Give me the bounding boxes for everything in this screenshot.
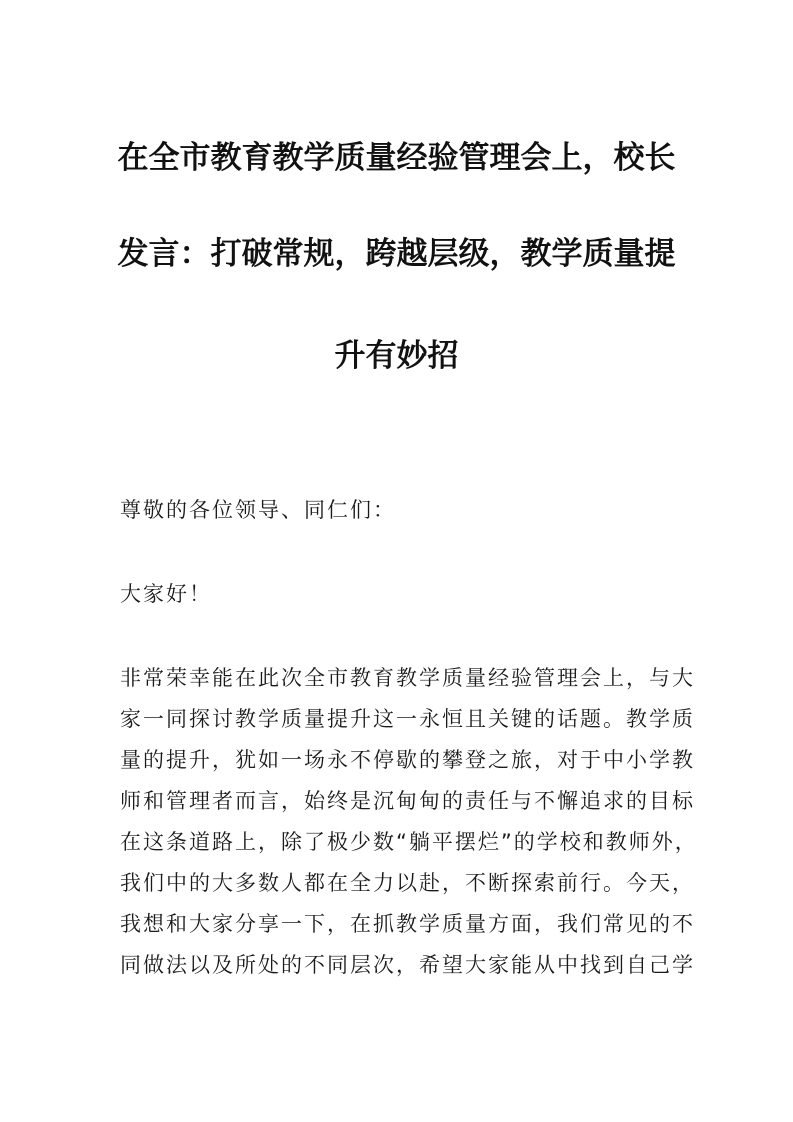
- title-line-2: 发言：打破常规，跨越层级，教学质量提: [117, 236, 676, 272]
- title-line-3: 升有妙招: [334, 338, 459, 374]
- paragraph-line: 同做法以及所处的不同层次，希望大家能从中找到自己学: [120, 953, 695, 977]
- paragraph-line: 我想和大家分享一下，在抓教学质量方面，我们常见的不: [120, 912, 695, 936]
- paragraph-line: 师和管理者而言，始终是沉甸甸的责任与不懈追求的目标: [120, 789, 695, 813]
- salutation: 尊敬的各位领导、同仁们：: [120, 498, 396, 522]
- paragraph-line: 非常荣幸能在此次全市教育教学质量经验管理会上，与大: [120, 666, 695, 690]
- paragraph-line: 我们中的大多数人都在全力以赴，不断探索前行。今天，: [120, 871, 695, 895]
- greeting: 大家好！: [120, 582, 212, 606]
- paragraph-line: 量的提升，犹如一场永不停歇的攀登之旅，对于中小学教: [120, 748, 695, 772]
- paragraph-line: 在这条道路上，除了极少数“躺平摆烂”的学校和教师外，: [120, 830, 698, 854]
- title-line-1: 在全市教育教学质量经验管理会上，校长: [117, 140, 676, 176]
- paragraph-line: 家一同探讨教学质量提升这一永恒且关键的话题。教学质: [120, 707, 695, 731]
